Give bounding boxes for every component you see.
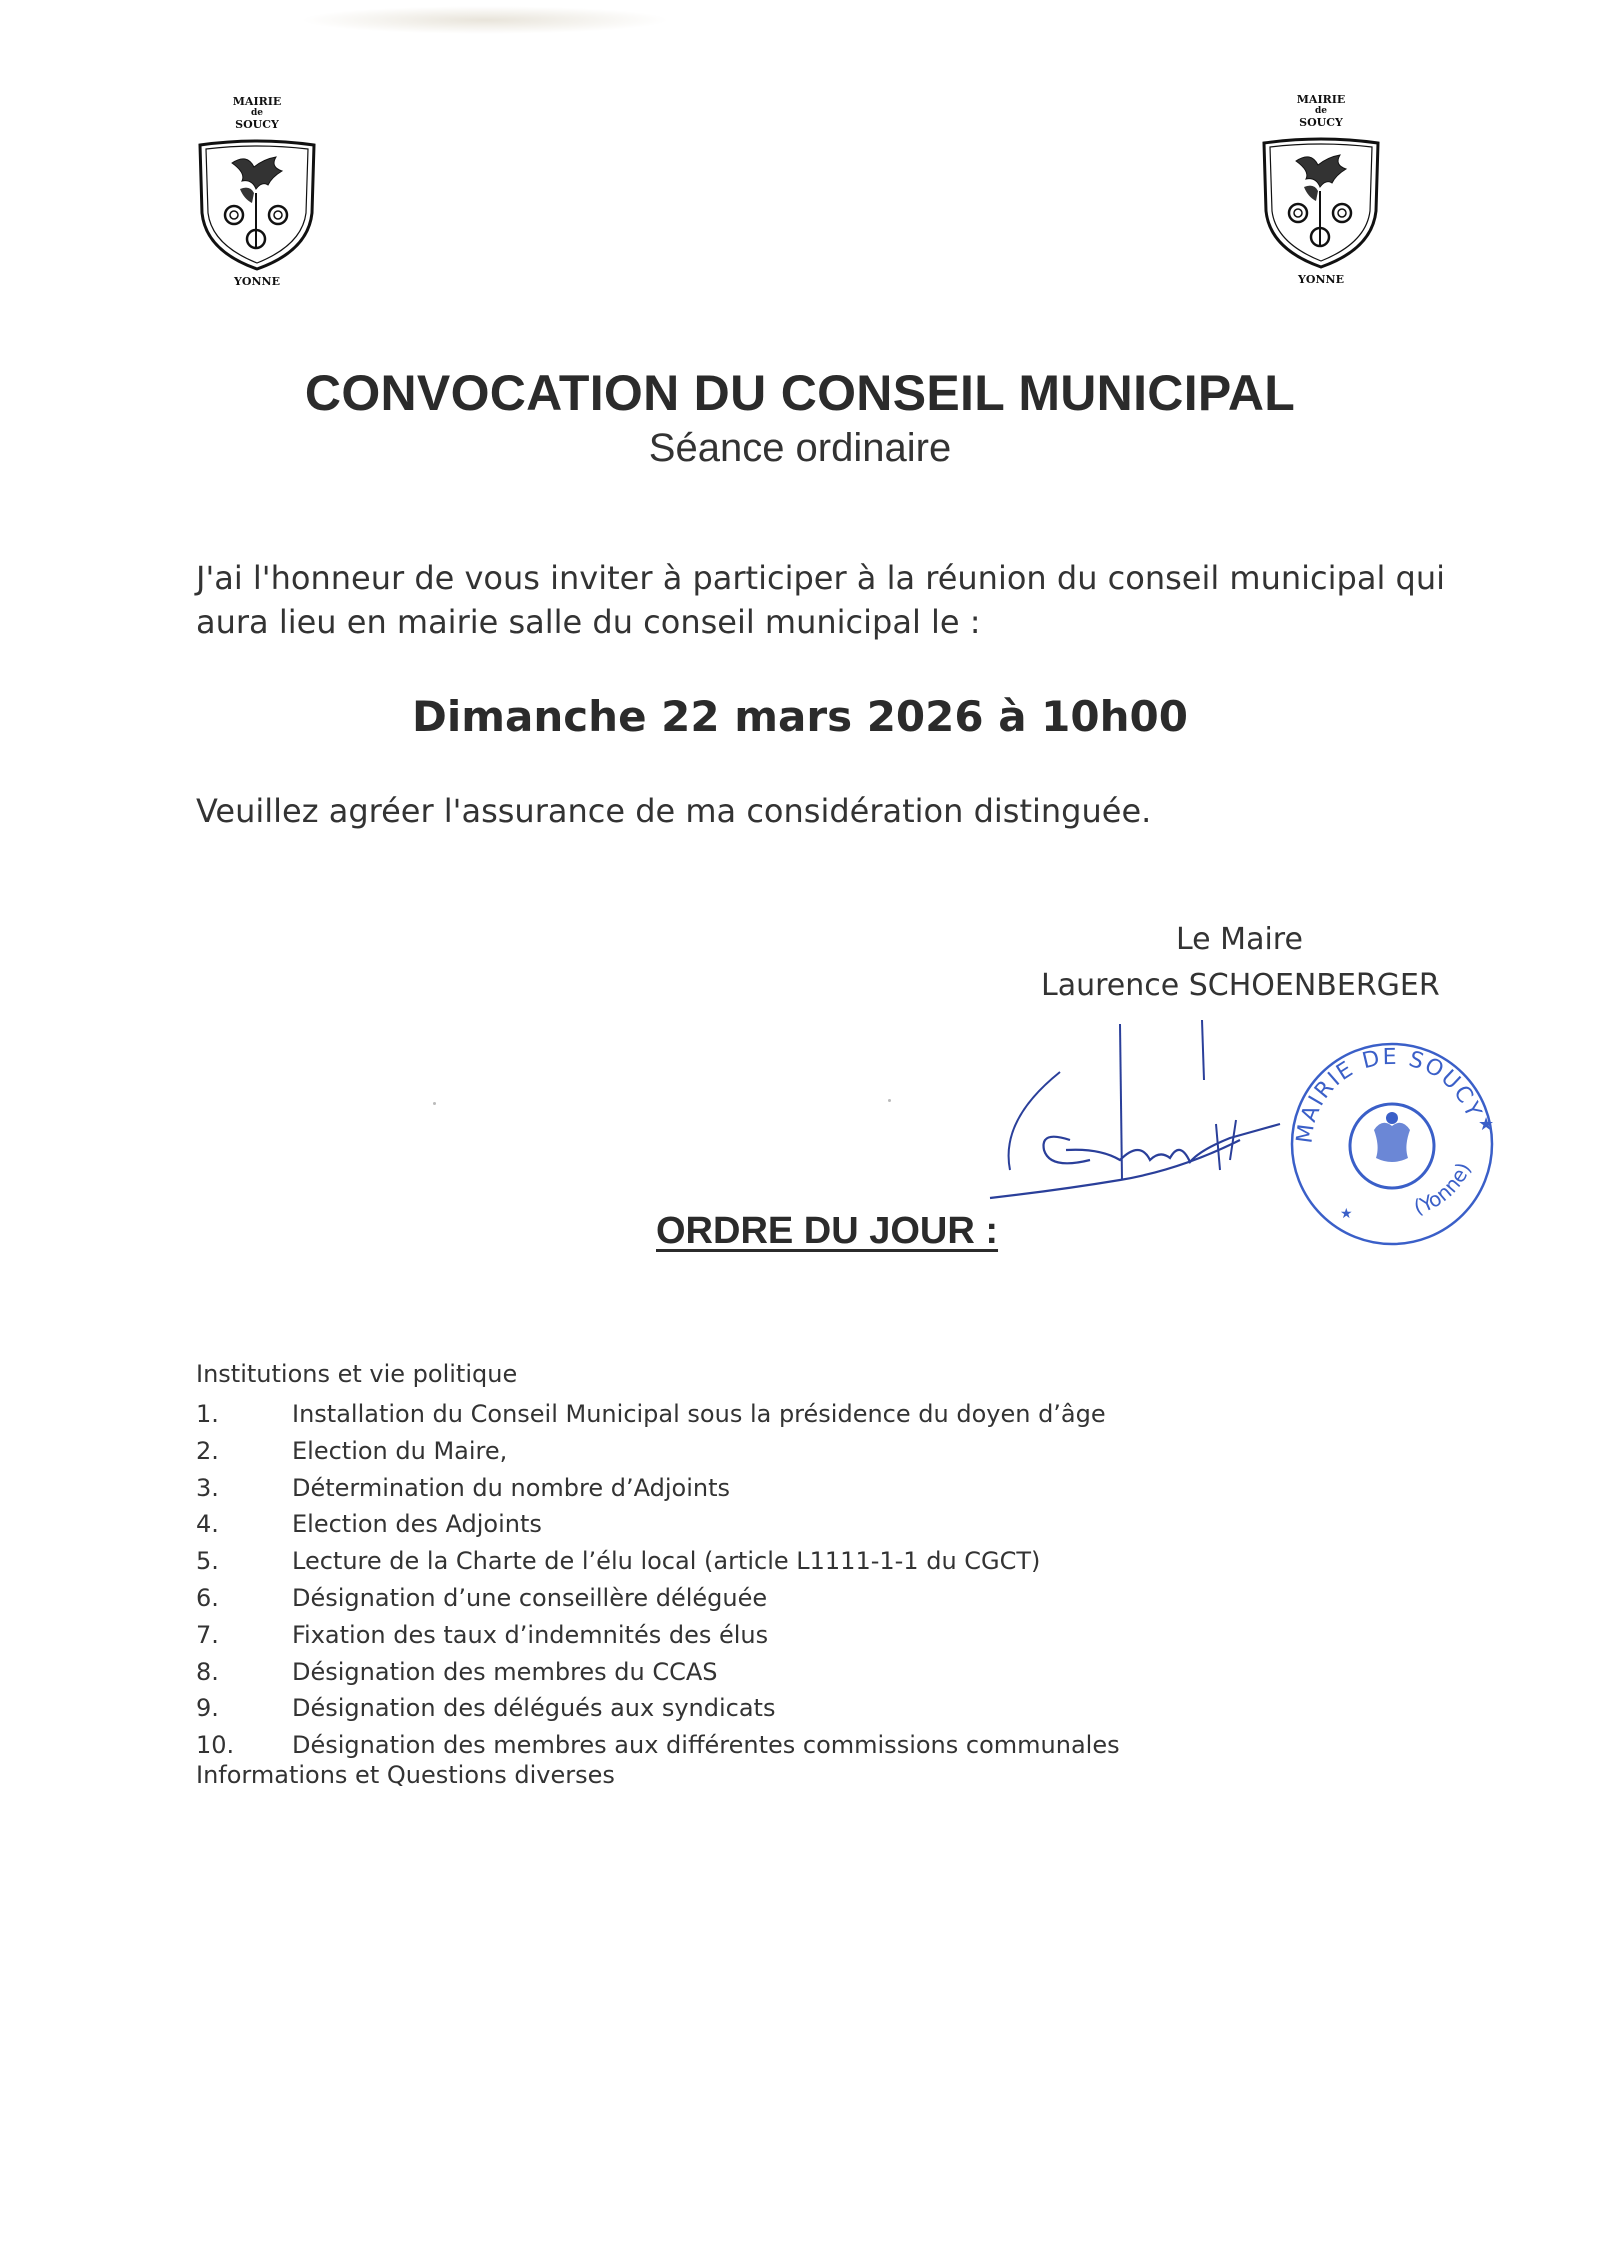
agenda-item <box>196 1690 1120 1727</box>
star-icon: ★ <box>1478 1114 1495 1135</box>
agenda-item-number: 1. <box>196 1400 219 1428</box>
crest-line2: de <box>250 108 264 118</box>
coat-of-arms-icon <box>192 133 322 273</box>
intro-paragraph: J'ai l'honneur de vous inviter à participer à la réunion du conseil municipal qui aura lieu en mairie salle du conseil municipal le : <box>196 559 1445 641</box>
scan-speck <box>888 1099 891 1102</box>
agenda-item-number: 5. <box>196 1547 219 1576</box>
agenda-item <box>196 1543 1120 1580</box>
agenda-item <box>196 1580 1120 1617</box>
agenda-item <box>196 1470 1120 1507</box>
town-crest-right <box>1251 93 1391 286</box>
town-crest-left <box>187 95 327 288</box>
agenda-item-text: Election des Adjoints <box>292 1510 542 1539</box>
crest-bottom: YONNE <box>234 275 280 288</box>
agenda-item-number: 3. <box>196 1473 219 1502</box>
agenda-item-number: 7. <box>196 1620 219 1649</box>
crest-line1: MAIRIE <box>1296 93 1346 106</box>
agenda-item-text: Election du Maire, <box>292 1436 508 1465</box>
agenda-item-text: Installation du Conseil Municipal sous la présidence du doyen d’âge <box>292 1400 1106 1428</box>
agenda-item-number: 2. <box>196 1436 219 1465</box>
page-subtitle: Séance ordinaire <box>648 426 952 470</box>
agenda-item-text: Désignation des délégués aux syndicats <box>292 1694 776 1723</box>
agenda-list <box>196 1396 1120 1764</box>
agenda-item-number: 9. <box>196 1694 219 1723</box>
agenda-item-number: 6. <box>196 1583 219 1612</box>
handwritten-signature <box>980 1020 1310 1220</box>
agenda-item-number: 4. <box>196 1510 219 1539</box>
stamp-text-top: MAIRIE DE SOUCY <box>1292 1044 1487 1145</box>
agenda-item <box>196 1396 1120 1433</box>
agenda-item-text: Désignation des membres aux différentes commissions communales <box>292 1731 1120 1760</box>
crest-line3: SOUCY <box>1299 116 1343 129</box>
agenda-item <box>196 1727 1120 1764</box>
meeting-date: Dimanche 22 mars 2026 à 10h00 <box>412 692 1188 741</box>
signatory-role: Le Maire <box>1176 922 1303 957</box>
agenda-item-text: Désignation d’une conseillère déléguée <box>292 1583 768 1612</box>
agenda-item-text: Fixation des taux d’indemnités des élus <box>292 1620 769 1649</box>
crest-line1: MAIRIE <box>232 95 282 108</box>
agenda-item-number: 8. <box>196 1657 219 1686</box>
crest-line3: SOUCY <box>235 118 279 131</box>
agenda-item-number: 10. <box>196 1731 235 1760</box>
agenda-item <box>196 1617 1120 1654</box>
stamp-text-bottom: (Yonne) <box>1410 1158 1476 1220</box>
crest-bottom: YONNE <box>1298 273 1344 286</box>
agenda-item <box>196 1506 1120 1543</box>
scan-smudge <box>300 6 670 34</box>
mairie-stamp <box>1282 1034 1502 1254</box>
crest-line2: de <box>1314 106 1328 116</box>
signatory-name: Laurence SCHOENBERGER <box>1041 968 1440 1003</box>
closing-formula: Veuillez agréer l'assurance de ma considération distinguée. <box>196 792 1152 830</box>
scan-speck <box>433 1102 436 1105</box>
coat-of-arms-icon <box>1256 131 1386 271</box>
agenda-section-title: Institutions et vie politique <box>196 1360 518 1388</box>
agenda-item-text: Lecture de la Charte de l’élu local (article L1111-1-1 du CGCT) <box>292 1547 1041 1576</box>
agenda-item <box>196 1654 1120 1691</box>
agenda-item <box>196 1433 1120 1470</box>
star-icon: ★ <box>1340 1206 1353 1222</box>
agenda-item-text: Désignation des membres du CCAS <box>292 1657 718 1686</box>
agenda-heading: ORDRE DU JOUR : <box>656 1210 999 1252</box>
page-title: CONVOCATION DU CONSEIL MUNICIPAL <box>304 365 1296 421</box>
agenda-item-text: Détermination du nombre d’Adjoints <box>292 1473 730 1502</box>
agenda-footer: Informations et Questions diverses <box>196 1761 615 1789</box>
